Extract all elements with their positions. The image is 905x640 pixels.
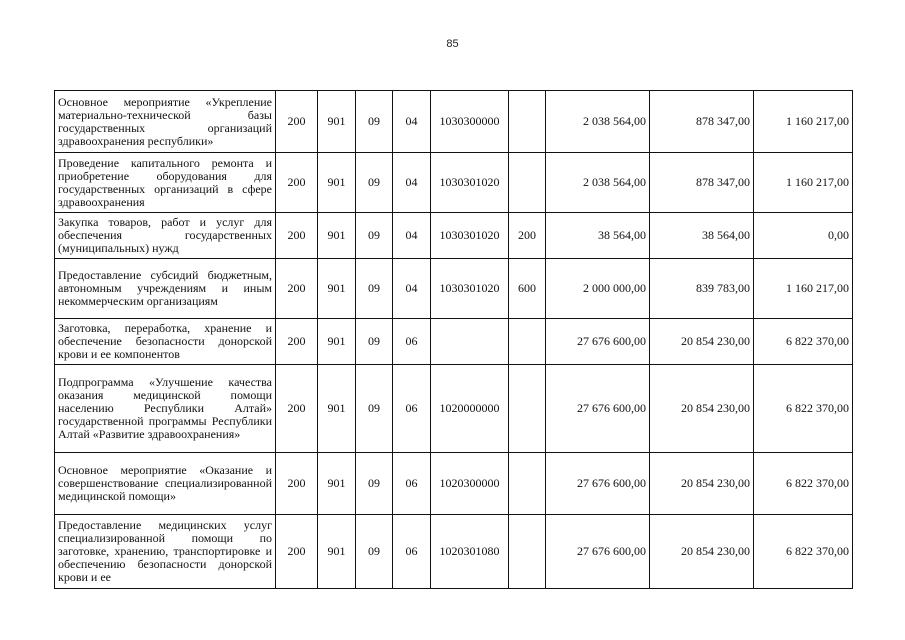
table-row <box>55 153 853 213</box>
ministry-code-cell: 901 <box>318 319 356 365</box>
ministry-code-cell: 901 <box>318 259 356 319</box>
target-article-cell: 1020000000 <box>431 365 509 453</box>
section-code-cell: 09 <box>356 213 393 259</box>
amount-cell-1: 38 564,00 <box>546 213 650 259</box>
section-code-cell: 09 <box>356 515 393 589</box>
row-name-cell: Закупка товаров, работ и услуг для обеспечения государственных (муниципальных) нужд <box>55 213 276 259</box>
row-name-cell: Проведение капитального ремонта и приобретение оборудования для государственных организаций в сфере здравоохранения <box>55 153 276 213</box>
amount-cell-1: 2 000 000,00 <box>546 259 650 319</box>
code-cell: 200 <box>276 319 318 365</box>
amount-cell-2: 20 854 230,00 <box>650 515 754 589</box>
section-code-cell: 09 <box>356 259 393 319</box>
amount-cell-1: 27 676 600,00 <box>546 453 650 515</box>
subsection-code-cell: 04 <box>393 91 431 153</box>
ministry-code-cell: 901 <box>318 365 356 453</box>
amount-cell-3: 6 822 370,00 <box>754 453 853 515</box>
expense-type-cell: 200 <box>509 213 546 259</box>
ministry-code-cell: 901 <box>318 91 356 153</box>
expense-type-cell <box>509 91 546 153</box>
expense-type-cell: 600 <box>509 259 546 319</box>
target-article-cell: 1030301020 <box>431 259 509 319</box>
code-cell: 200 <box>276 153 318 213</box>
subsection-code-cell: 04 <box>393 153 431 213</box>
row-name-cell: Предоставление медицинских услуг специализированной помощи по заготовке, хранению, транспортировке и обеспечению безопасности донорской крови и ее <box>55 515 276 589</box>
amount-cell-2: 878 347,00 <box>650 153 754 213</box>
amount-cell-2: 38 564,00 <box>650 213 754 259</box>
expense-type-cell <box>509 153 546 213</box>
page-number: 85 <box>446 38 459 50</box>
table-row <box>55 213 853 259</box>
target-article-cell: 1020300000 <box>431 453 509 515</box>
amount-cell-1: 27 676 600,00 <box>546 365 650 453</box>
expense-type-cell <box>509 453 546 515</box>
table-row <box>55 91 853 153</box>
subsection-code-cell: 06 <box>393 365 431 453</box>
row-name-cell: Основное мероприятие «Оказание и совершенствование специализированной медицинской помощи» <box>55 453 276 515</box>
expense-type-cell <box>509 515 546 589</box>
expense-type-cell <box>509 365 546 453</box>
section-code-cell: 09 <box>356 153 393 213</box>
amount-cell-3: 0,00 <box>754 213 853 259</box>
ministry-code-cell: 901 <box>318 153 356 213</box>
amount-cell-2: 20 854 230,00 <box>650 319 754 365</box>
subsection-code-cell: 06 <box>393 515 431 589</box>
target-article-cell <box>431 319 509 365</box>
amount-cell-2: 20 854 230,00 <box>650 365 754 453</box>
amount-cell-1: 27 676 600,00 <box>546 515 650 589</box>
target-article-cell: 1030301020 <box>431 213 509 259</box>
code-cell: 200 <box>276 515 318 589</box>
amount-cell-2: 878 347,00 <box>650 91 754 153</box>
amount-cell-3: 6 822 370,00 <box>754 515 853 589</box>
amount-cell-2: 20 854 230,00 <box>650 453 754 515</box>
subsection-code-cell: 04 <box>393 213 431 259</box>
target-article-cell: 1030301020 <box>431 153 509 213</box>
section-code-cell: 09 <box>356 319 393 365</box>
amount-cell-3: 1 160 217,00 <box>754 259 853 319</box>
target-article-cell: 1020301080 <box>431 515 509 589</box>
amount-cell-3: 6 822 370,00 <box>754 319 853 365</box>
ministry-code-cell: 901 <box>318 453 356 515</box>
amount-cell-1: 2 038 564,00 <box>546 153 650 213</box>
amount-cell-3: 6 822 370,00 <box>754 365 853 453</box>
table-row <box>55 259 853 319</box>
amount-cell-3: 1 160 217,00 <box>754 91 853 153</box>
table-row <box>55 515 853 589</box>
subsection-code-cell: 06 <box>393 453 431 515</box>
row-name-cell: Предоставление субсидий бюджетным, автономным учреждениям и иным некоммерческим организациям <box>55 259 276 319</box>
section-code-cell: 09 <box>356 453 393 515</box>
amount-cell-3: 1 160 217,00 <box>754 153 853 213</box>
subsection-code-cell: 06 <box>393 319 431 365</box>
table-row <box>55 319 853 365</box>
table-row <box>55 453 853 515</box>
target-article-cell: 1030300000 <box>431 91 509 153</box>
section-code-cell: 09 <box>356 91 393 153</box>
row-name-cell: Основное мероприятие «Укрепление материально-технической базы государственных организаций здравоохранения республики» <box>55 91 276 153</box>
ministry-code-cell: 901 <box>318 515 356 589</box>
code-cell: 200 <box>276 213 318 259</box>
amount-cell-1: 2 038 564,00 <box>546 91 650 153</box>
row-name-cell: Заготовка, переработка, хранение и обеспечение безопасности донорской крови и ее компонентов <box>55 319 276 365</box>
code-cell: 200 <box>276 453 318 515</box>
budget-table <box>54 90 853 589</box>
code-cell: 200 <box>276 259 318 319</box>
amount-cell-2: 839 783,00 <box>650 259 754 319</box>
code-cell: 200 <box>276 91 318 153</box>
code-cell: 200 <box>276 365 318 453</box>
row-name-cell: Подпрограмма «Улучшение качества оказания медицинской помощи населению Республики Алтай» государственной программы Республики Алтай «Развитие здравоохранения» <box>55 365 276 453</box>
amount-cell-1: 27 676 600,00 <box>546 319 650 365</box>
section-code-cell: 09 <box>356 365 393 453</box>
ministry-code-cell: 901 <box>318 213 356 259</box>
table-row <box>55 365 853 453</box>
expense-type-cell <box>509 319 546 365</box>
subsection-code-cell: 04 <box>393 259 431 319</box>
